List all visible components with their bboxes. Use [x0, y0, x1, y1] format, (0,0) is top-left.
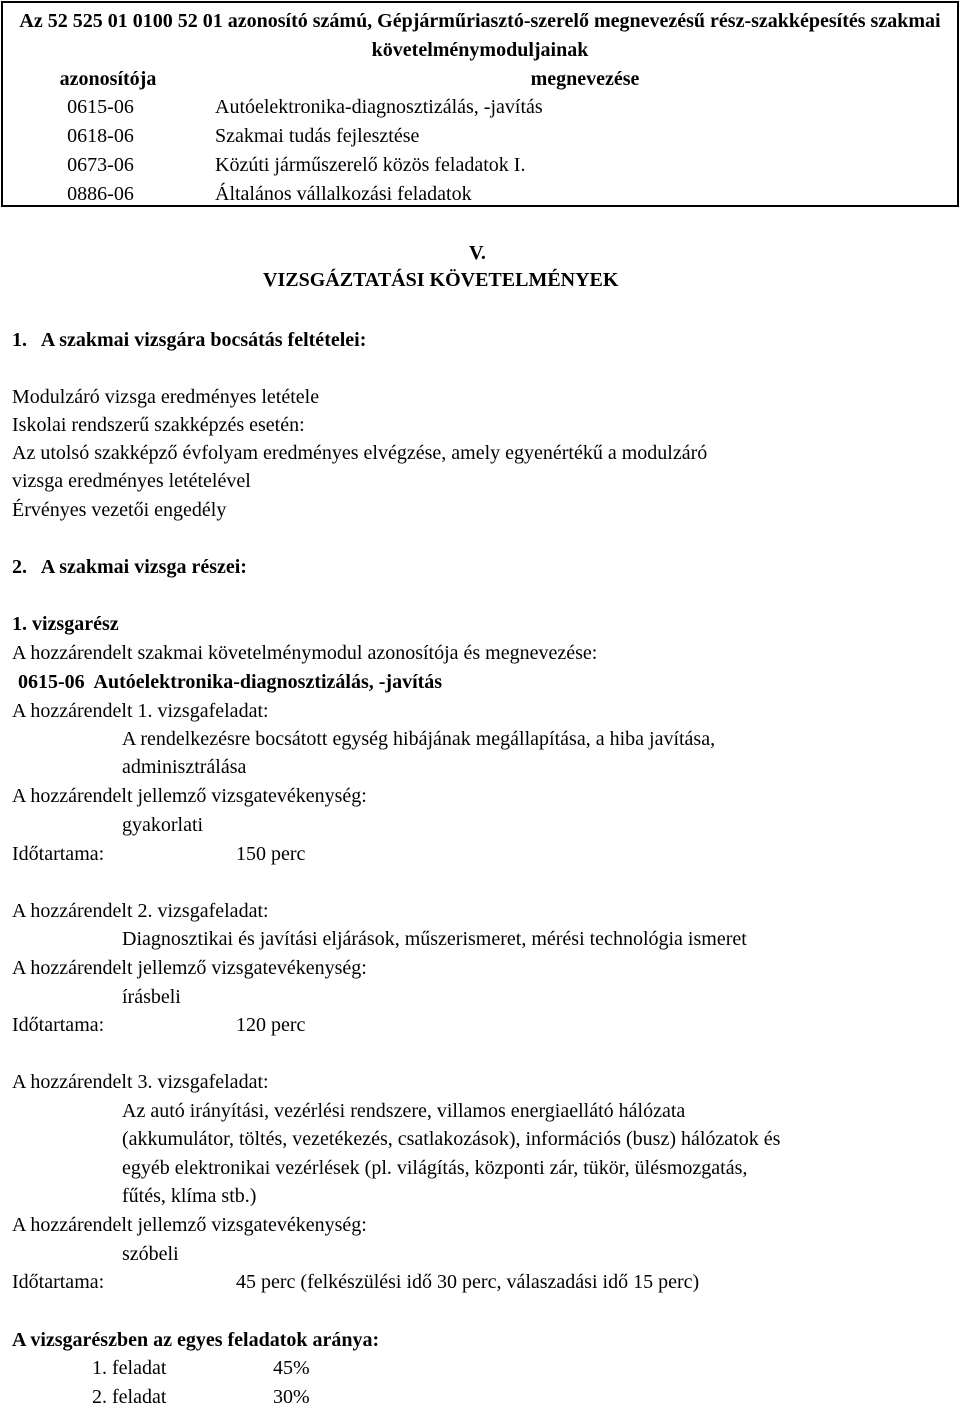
activity-value: gyakorlati — [122, 814, 204, 836]
section-line: Modulzáró vizsga eredményes letétele — [12, 386, 320, 408]
section-heading: 2. A szakmai vizsga részei: — [12, 556, 247, 578]
table-header-name: megnevezése — [530, 68, 640, 90]
activity-label: A hozzárendelt jellemző vizsgatevékenység: — [12, 1214, 367, 1236]
ratio-percent: 45% — [273, 1357, 310, 1379]
table-header-id: azonosítója — [59, 68, 157, 90]
module-intro: A hozzárendelt szakmai követelménymodul azonosítója és megnevezése: — [12, 642, 598, 664]
activity-value: szóbeli — [122, 1243, 179, 1265]
activity-value: írásbeli — [122, 986, 181, 1008]
duration-value: 120 perc — [236, 1014, 306, 1036]
duration-value: 45 perc (felkészülési idő 30 perc, válaszadási idő 15 perc) — [236, 1271, 700, 1293]
table-row — [3, 122, 957, 151]
task-description: fűtés, klíma stb.) — [122, 1185, 257, 1207]
module-name: Általános vállalkozási feladatok — [215, 183, 472, 205]
module-name: Autóelektronika-diagnosztizálás, -javítás — [215, 96, 543, 118]
task-description: (akkumulátor, töltés, vezetékezés, csatlakozások), információs (busz) hálózatok és — [122, 1128, 781, 1150]
duration-label: Időtartama: — [12, 1271, 105, 1293]
assigned-module: 0615-06 Autóelektronika-diagnosztizálás, -javítás — [18, 671, 443, 693]
table-row — [3, 180, 957, 209]
table-header-row — [3, 65, 957, 94]
task-description: Az autó irányítási, vezérlési rendszere, villamos energiaellátó hálózata — [122, 1100, 686, 1122]
section-line: Iskolai rendszerű szakképzés esetén: — [12, 414, 305, 436]
section-heading: 1. A szakmai vizsgára bocsátás feltételei: — [12, 329, 367, 351]
part-title: 1. vizsgarész — [12, 613, 119, 635]
task-label: A hozzárendelt 1. vizsgafeladat: — [12, 700, 269, 722]
ratio-heading: A vizsgarészben az egyes feladatok aránya: — [12, 1329, 380, 1351]
module-table — [1, 1, 959, 207]
task-description: A rendelkezésre bocsátott egység hibájának megállapítása, a hiba javítása, — [122, 728, 716, 750]
duration-label: Időtartama: — [12, 843, 105, 865]
task-description: Diagnosztikai és javítási eljárások, műszerismeret, mérési technológia ismeret — [122, 928, 747, 950]
table-row — [3, 151, 957, 180]
table-row — [3, 93, 957, 122]
module-id: 0886-06 — [67, 183, 134, 205]
duration-value: 150 perc — [236, 843, 306, 865]
task-label: A hozzárendelt 3. vizsgafeladat: — [12, 1071, 269, 1093]
module-id: 0673-06 — [67, 154, 134, 176]
activity-label: A hozzárendelt jellemző vizsgatevékenység: — [12, 957, 367, 979]
chapter-title: VIZSGÁZTATÁSI KÖVETELMÉNYEK — [263, 269, 619, 291]
module-name: Szakmai tudás fejlesztése — [215, 125, 420, 147]
task-description: egyéb elektronikai vezérlések (pl. világítás, központi zár, tükör, ülésmozgatás, — [122, 1157, 748, 1179]
module-id: 0618-06 — [67, 125, 134, 147]
section-line: vizsga eredményes letételével — [12, 470, 251, 492]
section-line: Az utolsó szakképző évfolyam eredményes elvégzése, amely egyenértékű a modulzáró — [12, 442, 708, 464]
section-line: Érvényes vezetői engedély — [12, 499, 227, 521]
activity-label: A hozzárendelt jellemző vizsgatevékenység: — [12, 785, 367, 807]
task-label: A hozzárendelt 2. vizsgafeladat: — [12, 900, 269, 922]
duration-label: Időtartama: — [12, 1014, 105, 1036]
ratio-task: 1. feladat — [92, 1357, 167, 1379]
module-id: 0615-06 — [67, 96, 134, 118]
chapter-number: V. — [469, 242, 486, 264]
ratio-percent: 30% — [273, 1386, 310, 1408]
module-name: Közúti járműszerelő közös feladatok I. — [215, 154, 526, 176]
ratio-task: 2. feladat — [92, 1386, 167, 1408]
task-description: adminisztrálása — [122, 756, 247, 778]
table-title: Az 52 525 01 0100 52 01 azonosító számú, Gépjárműriasztó-szerelő megnevezésű rész-szakképesítés szakmai követelménymoduljainak — [19, 10, 941, 61]
